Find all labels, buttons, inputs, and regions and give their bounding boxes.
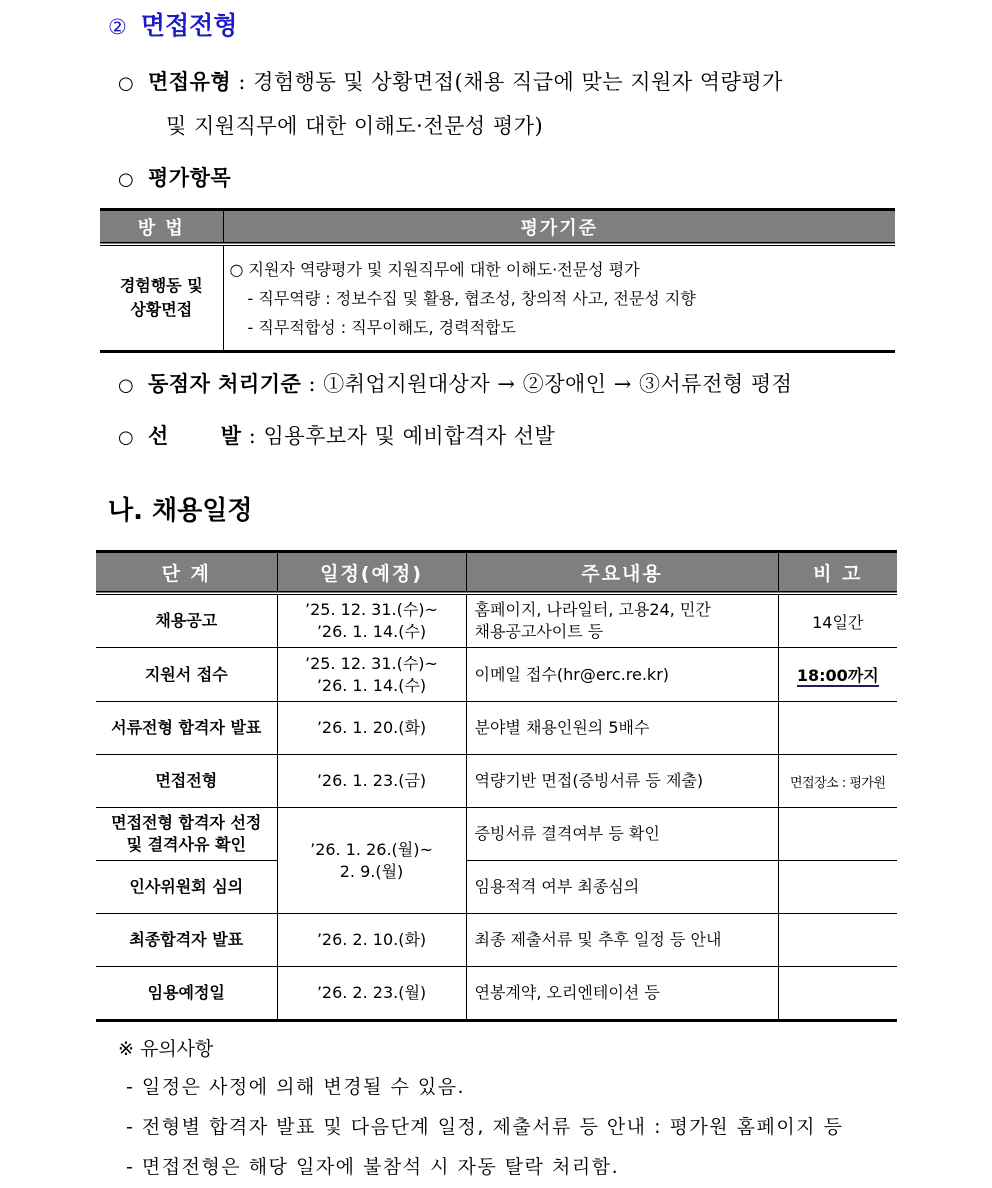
table-row: 최종합격자 발표 ’26. 2. 10.(화) 최종 제출서류 및 추후 일정 등 안내 — [96, 914, 897, 967]
bullet-circle-icon: ○ — [118, 169, 135, 190]
tie-break-label: 동점자 처리기준 — [148, 371, 302, 396]
notes-item: - 일정은 사정에 의해 변경될 수 있음. — [126, 1076, 466, 1098]
interview-type-line1: ○ 면접유형 : 경험행동 및 상황면접(채용 직급에 맞는 지원자 역량평가 — [118, 69, 783, 94]
schedule-table — [96, 550, 897, 1022]
section-title-text: 면접전형 — [140, 11, 238, 40]
tie-break-text: ①취업지원대상자 → ②장애인 → ③서류전형 평점 — [323, 372, 793, 396]
table-header-row — [96, 552, 897, 594]
schedule-title: 나. 채용일정 — [108, 496, 253, 526]
merged-date-cell: ’26. 1. 26.(월)~ 2. 9.(월) — [277, 808, 466, 914]
notes-title: ※ 유의사항 — [118, 1038, 214, 1060]
table-row: 지원서 접수 ’25. 12. 31.(수)~ ’26. 1. 14.(수) 이메일 접수(hr@erc.re.kr) 18:00까지 — [96, 648, 897, 702]
table-row: 임용예정일 ’26. 2. 23.(월) 연봉계약, 오리엔테이션 등 — [96, 967, 897, 1021]
table-row: 서류전형 합격자 발표 ’26. 1. 20.(화) 분야별 채용인원의 5배수 — [96, 702, 897, 755]
header-content: 주요내용 — [466, 552, 778, 594]
table-row: 인사위원회 심의 임용적격 여부 최종심의 — [96, 861, 897, 914]
eval-items-heading: ○ 평가항목 — [118, 165, 232, 190]
method-cell: 경험행동 및 상황면접 — [119, 276, 203, 319]
deadline-note: 18:00까지 — [796, 666, 879, 685]
header-method: 방 법 — [100, 210, 223, 245]
evaluation-table — [100, 208, 895, 353]
email-text: 이메일 접수(hr@erc.re.kr) — [466, 648, 778, 702]
header-note: 비 고 — [778, 552, 897, 594]
table-row: 채용공고 ’25. 12. 31.(수)~ ’26. 1. 14.(수) 홈페이지, 나라일터, 고용24, 민간 채용공고사이트 등 14일간 — [96, 593, 897, 648]
tie-break-line: ○ 동점자 처리기준 : ①취업지원대상자 → ②장애인 → ③서류전형 평점 — [118, 371, 793, 396]
notes-item: - 면접전형은 해당 일자에 불참석 시 자동 탈락 처리함. — [126, 1156, 620, 1178]
selection-text: 임용후보자 및 예비합격자 선발 — [263, 424, 556, 448]
interview-type-text: 경험행동 및 상황면접(채용 직급에 맞는 지원자 역량평가 — [253, 70, 783, 94]
section-title — [108, 6, 237, 42]
table-row — [100, 244, 895, 352]
header-stage: 단 계 — [96, 552, 277, 594]
bullet-circle-icon: ○ — [118, 427, 135, 448]
interview-type-label: 면접유형 — [148, 69, 232, 94]
criteria-cell: ○ 지원자 역량평가 및 지원직무에 대한 이해도·전문성 평가 - 직무역량 : 정보수집 및 활용, 협조성, 창의적 사고, 전문성 지향 - 직무적합성 : 직무이해도, 경력적합도 — [223, 244, 895, 352]
bullet-circle-icon: ○ — [118, 73, 135, 94]
table-row: 면접전형 ’26. 1. 23.(금) 역량기반 면접(증빙서류 등 제출) 면접장소 : 평가원 — [96, 755, 897, 808]
header-date: 일정(예정) — [277, 552, 466, 594]
table-row: 면접전형 합격자 선정 및 결격사유 확인 ’26. 1. 26.(월)~ 2. 9.(월) 증빙서류 결격여부 등 확인 — [96, 808, 897, 861]
header-criteria: 평가기준 — [223, 210, 895, 245]
section-number: ② — [108, 15, 127, 39]
interview-type-line2: 및 지원직무에 대한 이해도·전문성 평가) — [166, 114, 544, 138]
notes-item: - 전형별 합격자 발표 및 다음단계 일정, 제출서류 등 안내 : 평가원 홈페이지 등 — [126, 1116, 844, 1138]
bullet-circle-icon: ○ — [118, 375, 135, 396]
table-header-row — [100, 210, 895, 245]
selection-line: ○ 선 발 : 임용후보자 및 예비합격자 선발 — [118, 423, 556, 448]
